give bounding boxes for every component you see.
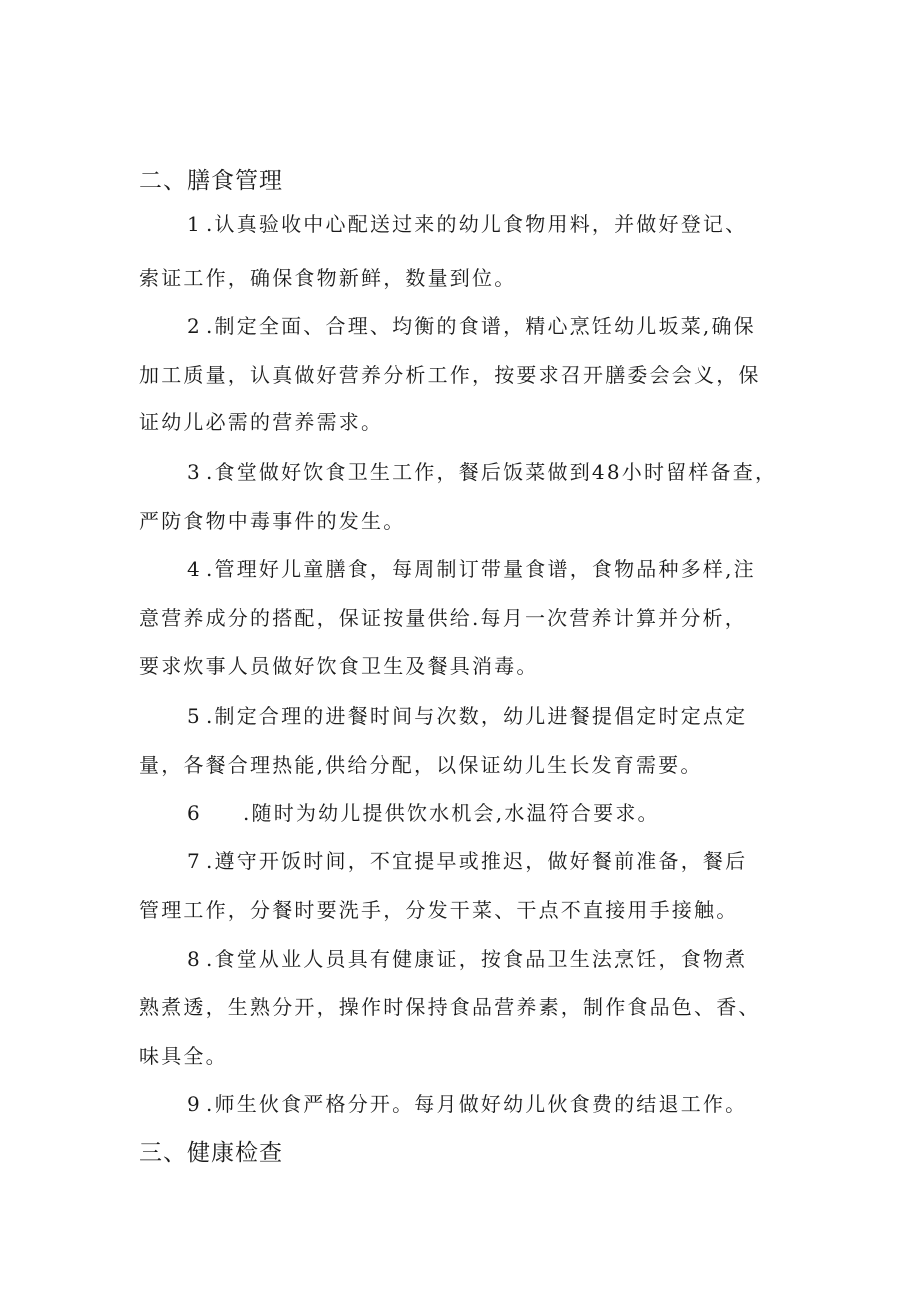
list-item-7-line-2: 管理工作，分餐时要洗手，分发干菜、干点不直接用手接触。: [139, 898, 739, 922]
item-text: .遵守开饭时间，不宜提早或推迟，做好餐前准备，餐后: [205, 849, 748, 873]
list-item-2-line-3: 证幼儿必需的营养需求。: [139, 410, 384, 434]
list-item-7-line-1: [187, 845, 747, 874]
item-text: .食堂做好饮食卫生工作，餐后饭菜做到48小时留样备查，: [205, 460, 778, 484]
list-item-9-line-1: [187, 1088, 747, 1117]
list-item-3-line-1: [187, 456, 777, 485]
section-title-diet-management: 二、膳食管理: [139, 168, 283, 194]
list-item-1-line-1: [187, 208, 747, 237]
item-number: 1: [187, 212, 202, 236]
item-text: .管理好儿童膳食，每周制订带量食谱，食物品种多样,注: [205, 557, 756, 581]
list-item-4-line-3: 要求炊事人员做好饮食卫生及餐具消毒。: [139, 654, 539, 678]
item-number: 9: [187, 1092, 202, 1116]
section-title-health-check: 三、健康检查: [139, 1140, 283, 1166]
item-number: 2: [187, 314, 202, 338]
list-item-8-line-2: 熟煮透，生熟分开，操作时保持食品营养素，制作食品色、香、: [139, 995, 761, 1019]
list-item-2-line-2: 加工质量，认真做好营养分析工作，按要求召开膳委会会义，保: [139, 363, 761, 387]
item-text: .食堂从业人员具有健康证，按食品卫生法烹饪，食物煮: [205, 947, 748, 971]
list-item-4-line-2: 意营养成分的搭配，保证按量供给.每月一次营养计算并分析，: [139, 606, 747, 630]
item-number: 8: [187, 947, 202, 971]
list-item-8-line-3: 味具全。: [139, 1044, 228, 1068]
list-item-6-line-1: [187, 797, 660, 826]
list-item-8-line-1: [187, 943, 747, 972]
item-text: .制定全面、合理、均衡的食谱，精心烹饪幼儿坂菜,确保: [205, 314, 756, 338]
item-text: .随时为幼儿提供饮水机会,水温符合要求。: [243, 801, 660, 825]
item-text: .师生伙食严格分开。每月做好幼儿伙食费的结退工作。: [205, 1092, 748, 1116]
item-text: .制定合理的进餐时间与次数，幼儿进餐提倡定时定点定: [205, 704, 748, 728]
list-item-3-line-2: 严防食物中毒事件的发生。: [139, 509, 406, 533]
item-text: .认真验收中心配送过来的幼儿食物用料，并做好登记、: [205, 212, 748, 236]
item-number: 5: [187, 704, 202, 728]
list-item-5-line-2: 量，各餐合理热能,供给分配，以保证幼儿生长发育需要。: [139, 753, 703, 777]
item-number: 4: [187, 557, 202, 581]
item-number: 6: [187, 801, 202, 825]
list-item-4-line-1: [187, 553, 756, 582]
list-item-1-line-2: 索证工作，确保食物新鲜，数量到位。: [139, 266, 517, 290]
item-number: 7: [187, 849, 202, 873]
list-item-2-line-1: [187, 310, 756, 339]
item-number: 3: [187, 460, 202, 484]
list-item-5-line-1: [187, 700, 747, 729]
